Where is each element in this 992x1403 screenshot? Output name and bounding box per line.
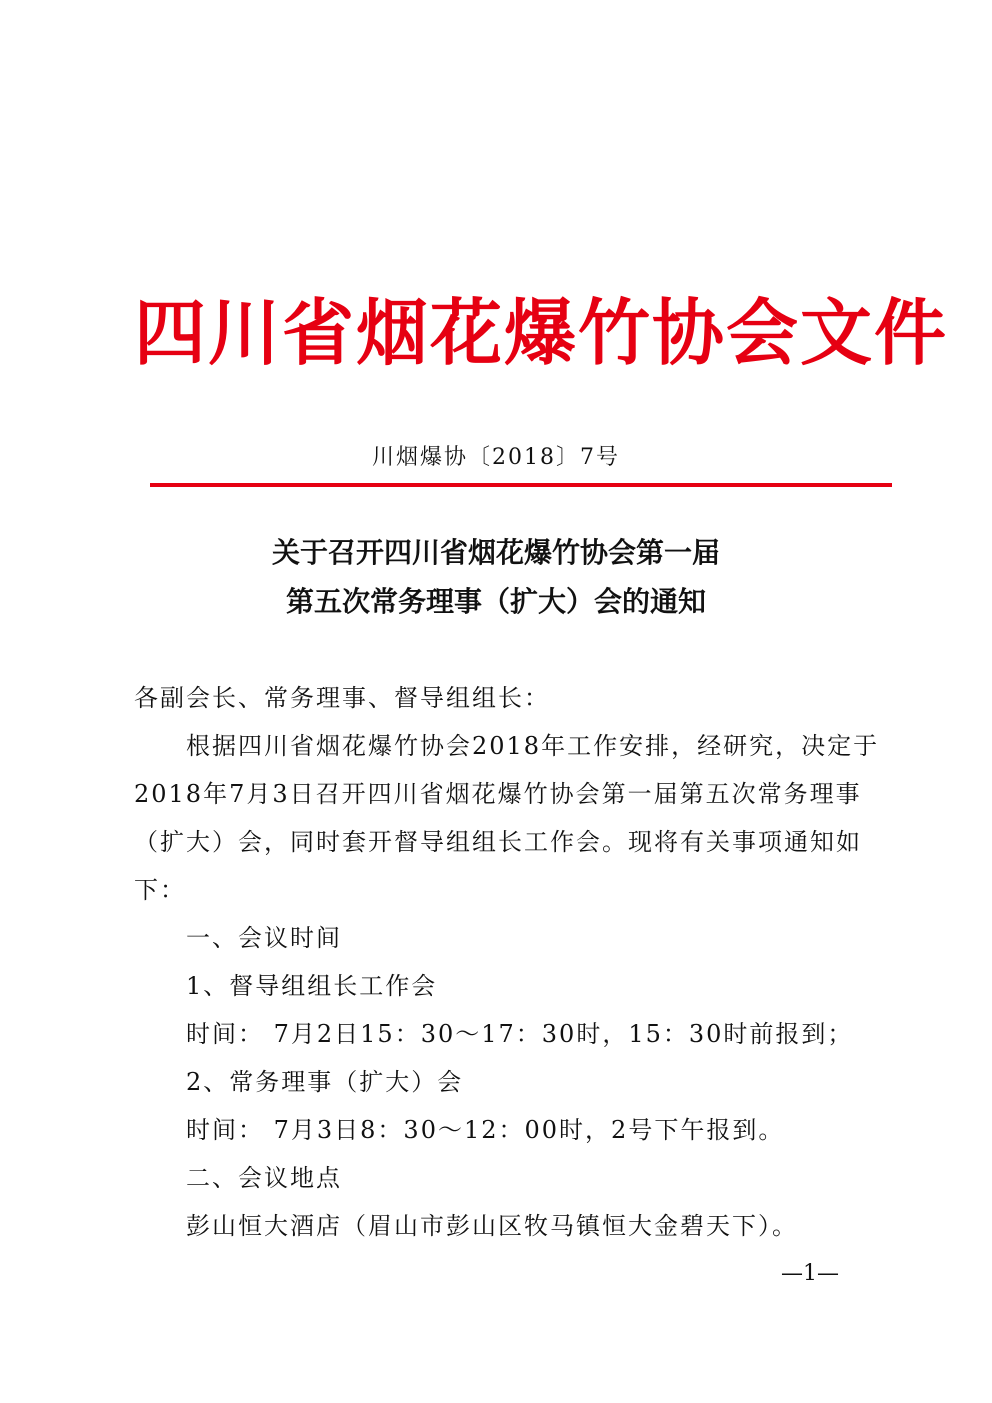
section-2-heading: 二、会议地点: [186, 1164, 342, 1192]
section-2-location: 彭山恒大酒店（眉山市彭山区牧马镇恒大金碧天下）。: [186, 1212, 798, 1240]
section-1-item-2-time: 时间： 7月3日8：30～12：00时，2号下午报到。: [186, 1116, 785, 1144]
section-1-heading: 一、会议时间: [186, 924, 342, 952]
document-number: 川烟爆协〔2018〕7号: [372, 445, 620, 470]
page-number: —1—: [781, 1261, 839, 1286]
intro-line-1: 根据四川省烟花爆竹协会2018年工作安排，经研究，决定于: [186, 732, 880, 760]
intro-line-3: （扩大）会，同时套开督导组组长工作会。现将有关事项通知如: [134, 828, 862, 856]
section-1-item-2-label: 2、常务理事（扩大）会: [186, 1068, 464, 1096]
section-1-item-1-label: 1、督导组组长工作会: [186, 972, 438, 1000]
intro-line-4: 下：: [134, 876, 186, 904]
intro-line-2: 2018年7月3日召开四川省烟花爆竹协会第一届第五次常务理事: [134, 780, 862, 808]
red-divider-line: [150, 483, 892, 487]
addressee: 各副会长、常务理事、督导组组长：: [134, 684, 550, 712]
notice-title-line-2: 第五次常务理事（扩大）会的通知: [285, 585, 706, 618]
document-masthead: 四川省烟花爆竹协会文件: [134, 291, 949, 375]
notice-title-line-1: 关于召开四川省烟花爆竹协会第一届: [271, 536, 720, 569]
section-1-item-1-time: 时间： 7月2日15：30～17：30时，15：30时前报到；: [186, 1020, 854, 1048]
